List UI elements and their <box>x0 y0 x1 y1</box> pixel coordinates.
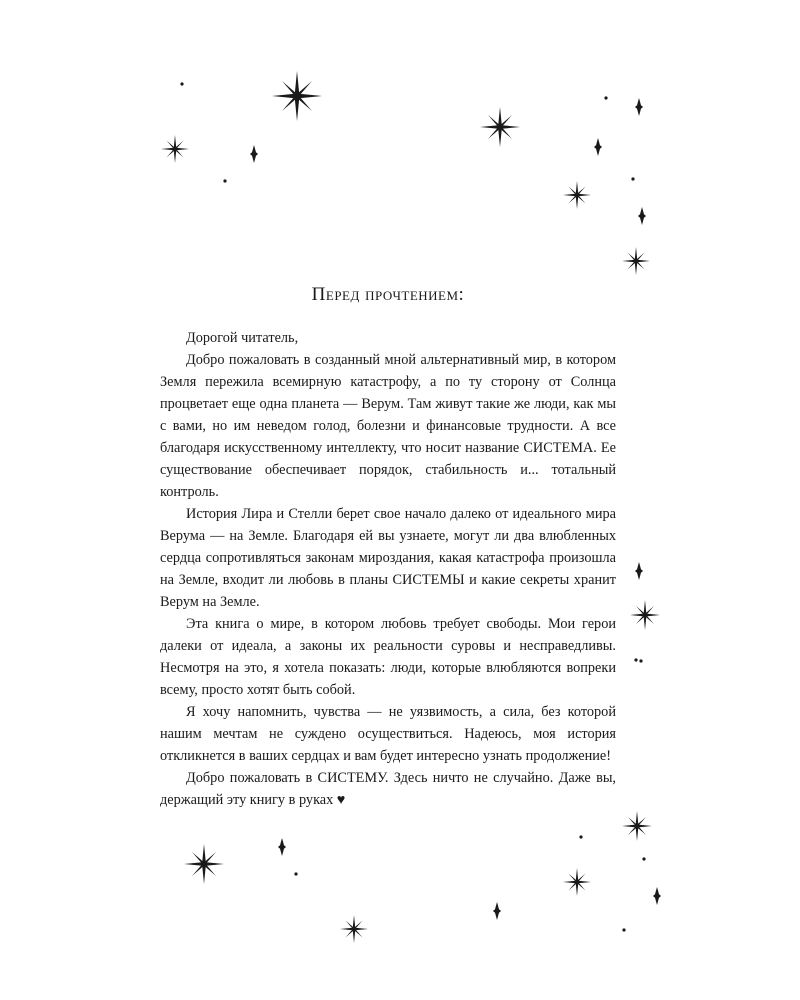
dot-icon <box>639 659 642 662</box>
star-icon <box>622 247 650 275</box>
star-icon <box>272 71 322 121</box>
star-icon <box>563 868 591 896</box>
sparkle-icon <box>594 138 602 156</box>
dot-icon <box>604 96 607 99</box>
sparkle-icon <box>635 562 643 580</box>
dot-icon <box>223 179 226 182</box>
star-icon <box>630 600 660 630</box>
dot-icon <box>634 658 637 661</box>
star-icon <box>340 915 368 943</box>
dot-icon <box>579 835 582 838</box>
paragraph: Эта книга о мире, в котором любовь требует свободы. Мои герои далеки от идеала, а законы их реальности суровы и несправедливы. Несмотря на это, я хотела показать: люди, которые влюбляются вопреки всему, просто хотят быть собой. <box>160 616 616 698</box>
dot-icon <box>642 857 645 860</box>
sparkle-icon <box>635 98 643 116</box>
foreword-text <box>160 327 616 811</box>
page-title: Перед прочтением: <box>311 284 465 305</box>
star-icon <box>161 135 189 163</box>
paragraph: Дорогой читатель, <box>186 330 299 346</box>
sparkle-icon <box>638 207 646 225</box>
dot-icon <box>631 177 634 180</box>
star-icon <box>622 811 652 841</box>
star-icon <box>563 181 591 209</box>
paragraph: Добро пожаловать в созданный мной альтернативный мир, в котором Земля пережила всемирную катастрофу, а по ту сторону от Солнца процветает еще одна планета — Верум. Там живут такие же люди, как мы с вами, но им неведом голод, болезни и финансовые трудности. А все благодаря искусственному интеллекту, что носит название СИСТЕМА. Ее существование обеспечивает порядок, стабильность и... тотальный контроль. <box>160 352 616 500</box>
dot-icon <box>622 928 625 931</box>
star-icon <box>480 107 520 147</box>
paragraph: Я хочу напомнить, чувства — не уязвимость, а сила, без которой нашим мечтам не суждено осуществиться. Надеюсь, моя история откликнется в ваших сердцах и вам будет интересно узнать продолжение! <box>160 704 616 764</box>
paragraph: История Лира и Стелли берет свое начало далеко от идеального мира Верума — на Земле. Благодаря ей вы узнаете, могут ли два влюбленных сердца сопротивляться законам мироздания, какая катастрофа произошла на Земле, входит ли любовь в планы СИСТЕМЫ и какие секреты хранит Верум на Земле. <box>160 506 616 610</box>
sparkle-icon <box>493 902 501 920</box>
sparkle-icon <box>250 145 258 163</box>
dot-icon <box>294 872 297 875</box>
sparkle-icon <box>653 887 661 905</box>
sparkle-icon <box>278 838 286 856</box>
star-icon <box>184 844 224 884</box>
dot-icon <box>180 82 183 85</box>
paragraph: Добро пожаловать в СИСТЕМУ. Здесь ничто не случайно. Даже вы, держащий эту книгу в руках ♥ <box>160 770 616 808</box>
